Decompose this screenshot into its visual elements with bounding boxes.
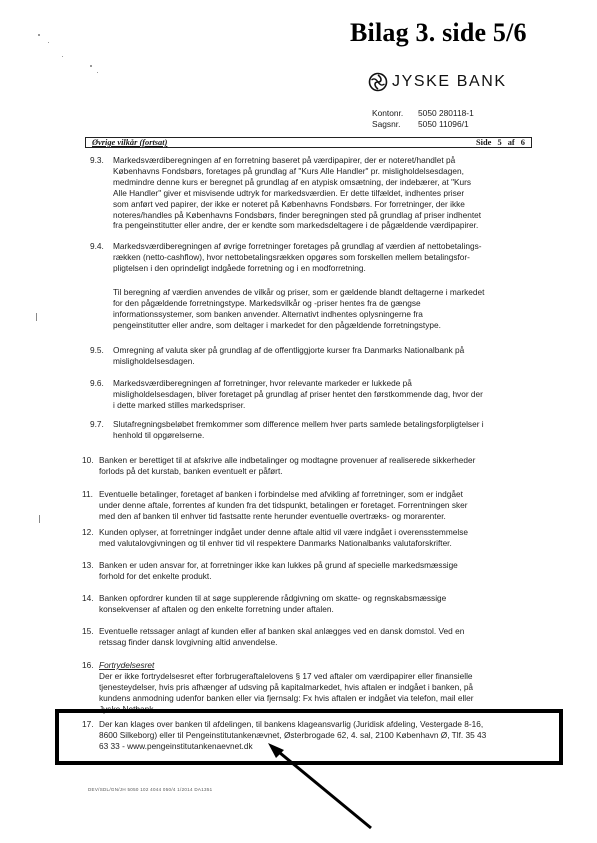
annex-label: Bilag 3. side 5/6 [350,18,527,47]
clause-line: med valutalovgivningen og til enhver tid vil respektere Danmarks Nationalbanks valutaforskrifter. [99,537,452,548]
clause-number: 15. [82,626,94,636]
clause-number: 9.4. [90,241,104,251]
clause-line: Jyske Netbank. [99,703,156,714]
clause-number: 12. [82,527,94,537]
clause-line: Omregning af valuta sker på grundlag af de offentliggjorte kurser fra Danmarks Nationalbank på [113,345,465,355]
clause-line: Eventuelle betalinger, foretaget af banken i forbindelse med afvikling af forretninger, som er indgået [99,489,463,499]
clause-line: misligholdelsesdagen. [113,355,195,366]
clause-number: 9.3. [90,155,104,165]
clause-line: Banken er uden ansvar for, at forretninger ikke kan lukkes på grund af specielle markedsmæssige [99,560,458,570]
clause-line: konsekvenser af aftalen og den enkelte forretning under aftalen. [99,603,334,614]
clause-line: Markedsværdiberegningen af øvrige forretninger foretages på grundlag af værdien af nettobetalings- [113,241,482,251]
clause-line: forhold for det enkelte produkt. [99,570,212,581]
clause-line: Der er ikke fortrydelsesret efter forbrugeraftalelovens § 17 ved aftaler om værdipapirer eller finansielle [99,670,473,681]
case-number-value: 5050 11096/1 [418,119,469,129]
clause-line: Banken er berettiget til at afskrive alle indbetalinger og modtagne provenuer af realiserede sikkerheder [99,455,476,465]
clause-number: 16. [82,660,94,670]
clause-line: pengeinstitutter eller andre, som deltager i markedet for den pågældende forretningstype. [113,319,441,330]
clause-number: 9.6. [90,378,104,388]
clause-line: 8600 Silkeborg) eller til Pengeinstitutankenævnet, Østerbrogade 62, 4. sal, 2100 København Ø, Tlf. 35 43 [99,729,487,740]
account-number-value: 5050 280118-1 [418,108,474,118]
case-number-label: Sagsnr. [372,119,401,129]
clause-number: 9.7. [90,419,104,429]
clause-line: rækken (netto-cashflow), hvor nettobetalingsrækken opgøres som forskellen mellem betalingsfor- [113,251,470,262]
clause-line: Der kan klages over banken til afdelingen, til bankens klageansvarlig (Juridisk afdeling, Vestergade 8-16, [99,719,484,729]
clause-number: 9.5. [90,345,104,355]
clause-line: henhold til opgørelserne. [113,429,205,440]
clause-line: retssag finder dansk lovgivning altid anvendelse. [99,636,278,647]
clause-line: Københavns Fondsbørs, foretages på grundlag af "Kurs Alle Handler" pr. misligholdelsesdagen, [113,165,464,176]
clause-line: som anført ved papirer, der ikke er noteret på Københavns Fondsbørs. For forretninger, der ikke [113,198,465,209]
account-number-label: Kontonr. [372,108,404,118]
clause-line: forlods på det kurstab, banken eventuelt er påført. [99,465,283,476]
clause-line: Alle Handler" giver et misvisende udtryk for markedsværdien. Er dette tilfældet, indhentes priser [113,187,465,198]
clause-line: 63 33 - www.pengeinstitutankenaevnet.dk [99,740,253,751]
clause-number: 13. [82,560,94,570]
clause-line: medmindre denne kurs er beregnet på grundlag af en atypisk omsætning, der indebærer, at "Kurs [113,176,472,187]
clause-line: informationssystemer, som banken anvender. Alternativt indhentes oplysningerne fra [113,308,423,319]
section-title: Øvrige vilkår (fortsat) [92,138,168,147]
clause-line: Markedsværdiberegningen af en forretning baseret på værdipapirer, der er noteret/handlet på [113,155,456,165]
clause-line: Eventuelle retssager anlagt af kunden eller af banken skal anlægges ved en dansk domstol. Ved en [99,626,465,636]
clause-number: 11. [82,489,93,499]
clause-line: under denne aftale, forrentes af kunden fra det tidspunkt, betalingen er foretaget. Forrentningen sker [99,499,468,510]
bank-name: JYSKE BANK [392,73,507,90]
clause-line: i dette marked stilles markedspriser. [113,399,246,410]
clause-number: 10. [82,455,94,465]
clause-number: 14. [82,593,94,603]
clause-line: Markedsværdiberegningen af forretninger, hvor relevante markeder er lukkede på [113,378,412,388]
clause-line: pligtelsen i den oprindeligt indgåede forretning og i en modforretning. [113,262,366,273]
clause-line: tjenesteydelser, hvis pris afhænger af udsving på kapitalmarkedet, hvis aftalen er indgået i banken, på [99,681,474,692]
clause-line: Banken opfordrer kunden til at søge supplerende rådgivning om skatte- og regnskabsmæssige [99,593,447,603]
clause-line: kundens anmodning udenfor banken eller via fjernsalg: Fx hvis aftalen er indgået via telefon, mail eller [99,692,474,703]
clause-line: for den pågældende forretningstype. Markedsvilkår og -priser hentes fra de gængse [113,297,421,308]
clause-line: Til beregning af værdien anvendes de vilkår og priser, som er gældende blandt deltagerne i markedet [113,287,485,297]
page-indicator: Side 5 af 6 [476,138,525,147]
clause-line: fra pengeinstitutter eller andre, der er kendte som markedsdeltagere i de pågældende værdipapirer. [113,220,479,231]
clause-number: 17. [82,719,94,729]
clause-line: med den af banken til enhver tid fastsatte rente herunder eventuelle overtræks- og morarenter. [99,510,446,521]
clause-heading: Fortrydelsesret [99,660,155,670]
clause-line: Slutafregningsbeløbet fremkommer som difference mellem hver parts samlede betalingsforpligtelser i [113,419,484,429]
clause-line: misligholdelsesdagen, bliver foretaget på grundlag af priser hentet den førstkommende dag, hvor der [113,388,483,399]
clause-line: noteres/handles på Københavns Fondsbørs, finder beregningen sted på grundlag af priser indhentet [113,209,482,220]
clause-line: Kunden oplyser, at forretninger indgået under denne aftale altid vil være indgået i overensstemmelse [99,527,468,537]
form-code: DEV/SDL/GN/JH 5050 102 4044 050/4 1/2014 DA1351 [88,787,213,792]
